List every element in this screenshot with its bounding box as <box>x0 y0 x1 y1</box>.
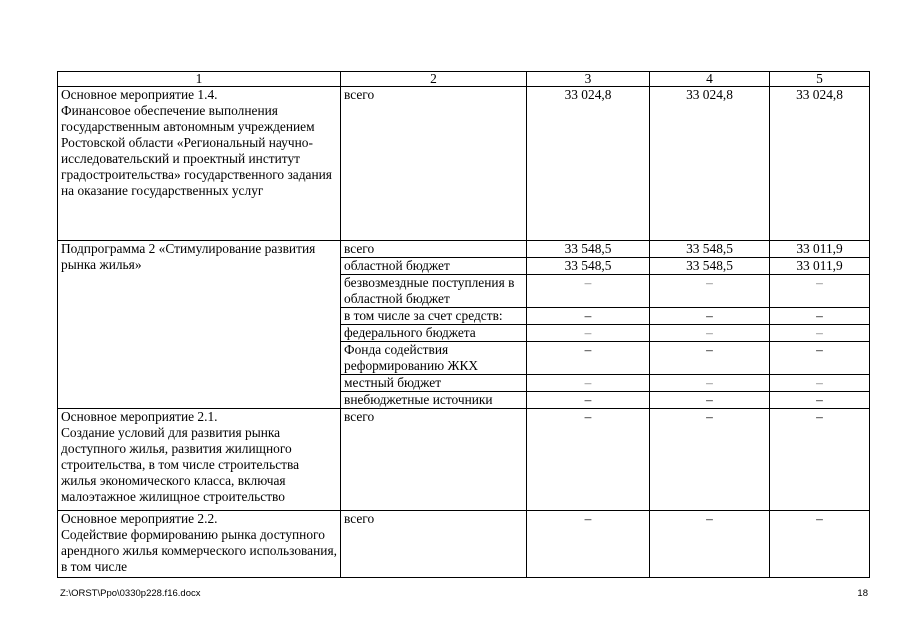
header-row <box>58 72 870 87</box>
header-col-5: 5 <box>770 72 870 87</box>
value-cell: – <box>770 342 870 375</box>
value-cell: – <box>650 275 770 308</box>
funding-source-cell: всего <box>341 409 527 511</box>
value-cell: 33 024,8 <box>650 87 770 241</box>
value-cell: – <box>770 308 870 325</box>
value-cell: – <box>770 409 870 511</box>
table-row <box>58 241 870 258</box>
header-col-3: 3 <box>527 72 650 87</box>
value-cell: 33 011,9 <box>770 258 870 275</box>
value-cell: – <box>527 325 650 342</box>
funding-source-cell: всего <box>341 511 527 578</box>
funding-source-cell: федерального бюджета <box>341 325 527 342</box>
value-cell: – <box>650 409 770 511</box>
activity-name-cell: Подпрограмма 2 «Стимулирование развития рынка жилья» <box>58 241 341 409</box>
funding-source-cell: внебюджетные источники <box>341 392 527 409</box>
table-row <box>58 511 870 578</box>
value-cell: 33 024,8 <box>770 87 870 241</box>
value-cell: – <box>527 375 650 392</box>
header-col-1: 1 <box>58 72 341 87</box>
value-cell: – <box>770 392 870 409</box>
activity-name-cell: Основное мероприятие 1.4. Финансовое обеспечение выполнения государственным автономным учреждением Ростовской области «Региональный научно-исследовательский и проектный институт градостроительства» государственного задания на оказание государственных услуг <box>58 87 341 241</box>
value-cell: – <box>650 392 770 409</box>
value-cell: 33 548,5 <box>527 258 650 275</box>
funding-source-cell: всего <box>341 241 527 258</box>
value-cell: – <box>650 308 770 325</box>
funding-source-cell: Фонда содействия реформированию ЖКХ <box>341 342 527 375</box>
value-cell: – <box>770 375 870 392</box>
footer-file-path: Z:\ORST\Ppo\0330p228.f16.docx <box>60 588 201 599</box>
value-cell: – <box>770 275 870 308</box>
table-row <box>58 409 870 511</box>
value-cell: – <box>770 325 870 342</box>
value-cell: – <box>650 325 770 342</box>
value-cell: – <box>527 308 650 325</box>
header-col-4: 4 <box>650 72 770 87</box>
value-cell: 33 548,5 <box>650 241 770 258</box>
funding-source-cell: местный бюджет <box>341 375 527 392</box>
table-row <box>58 87 870 241</box>
value-cell: 33 011,9 <box>770 241 870 258</box>
value-cell: – <box>650 375 770 392</box>
value-cell: 33 548,5 <box>650 258 770 275</box>
value-cell: – <box>527 392 650 409</box>
value-cell: – <box>527 511 650 578</box>
value-cell: 33 548,5 <box>527 241 650 258</box>
value-cell: 33 024,8 <box>527 87 650 241</box>
page-number: 18 <box>857 588 868 599</box>
value-cell: – <box>770 511 870 578</box>
value-cell: – <box>650 342 770 375</box>
value-cell: – <box>650 511 770 578</box>
value-cell: – <box>527 342 650 375</box>
value-cell: – <box>527 409 650 511</box>
activity-name-cell: Основное мероприятие 2.2. Содействие формированию рынка доступного арендного жилья коммерческого использования, в том числе <box>58 511 341 578</box>
funding-source-cell: в том числе за счет средств: <box>341 308 527 325</box>
funding-source-cell: всего <box>341 87 527 241</box>
value-cell: – <box>527 275 650 308</box>
budget-table <box>57 71 870 578</box>
header-col-2: 2 <box>341 72 527 87</box>
funding-source-cell: безвозмездные поступления в областной бюджет <box>341 275 527 308</box>
funding-source-cell: областной бюджет <box>341 258 527 275</box>
activity-name-cell: Основное мероприятие 2.1. Создание условий для развития рынка доступного жилья, развития жилищного строительства, в том числе строительства жилья экономического класса, включая малоэтажное жилищное строительство <box>58 409 341 511</box>
